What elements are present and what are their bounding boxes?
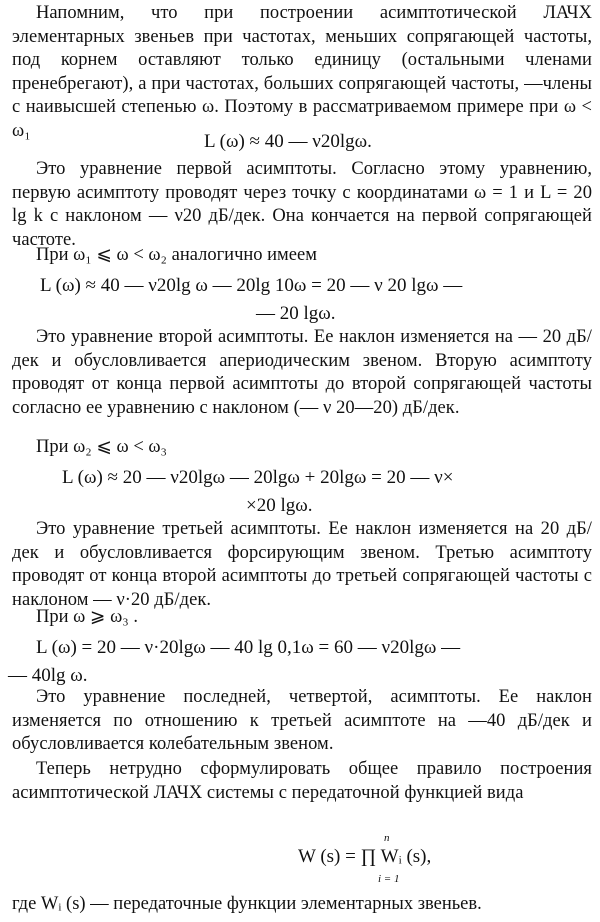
equation-third-asymptote-line2: ×20 lgω. [246, 495, 313, 516]
paragraph-fourth-asymptote: Это уравнение последней, четвертой, асимптоты. Ее наклон изменяется по отношению к третьей асимптоте на —40 дБ/дек и обусловливается колебательным звеном. [12, 687, 592, 754]
paragraph-third-asymptote: Это уравнение третьей асимптоты. Ее наклон изменяется на 20 дБ/дек и обусловливается форсирующим звеном. Третью асимптоту проводят от конца второй асимптоты до третьей сопрягающей частоты с наклоном — ν·20 дБ/дек. [12, 519, 592, 610]
equation-transfer-function [298, 832, 432, 896]
transfer-function-formula: W (s) = ∏ Wᵢ (s), [298, 846, 432, 867]
paragraph-second-asymptote: Это уравнение второй асимптоты. Ее наклон изменяется на — 20 дБ/дек и обусловливается апериодическим звеном. Вторую асимптоту проводят от конца первой асимптоты до второй сопрягающей частоты согласно ее уравнению с наклоном (— ν 20—20) дБ/дек. [12, 327, 592, 418]
paragraph-first-asymptote: Это уравнение первой асимптоты. Согласно этому уравнению, первую асимптоту проводят через точку с координатами ω = 1 и L = 20 lg k с наклоном — ν20 дБ/дек. Она кончается на первой сопрягающей частоте. [12, 159, 592, 250]
equation-fourth-asymptote-line1: L (ω) = 20 — ν·20lgω — 40 lg 0,1ω = 60 — ν20lgω — [36, 637, 461, 658]
paragraph-footer: где Wᵢ (s) — передаточные функции элементарных звеньев. [12, 894, 482, 914]
equation-second-asymptote-line1: L (ω) ≈ 40 — ν20lg ω — 20lg 10ω = 20 — ν 20 lgω — [40, 275, 463, 296]
paragraph-intro: Напомним, что при построении асимптотической ЛАЧХ элементарных звеньев при частотах, меньших сопрягающей частоты, под корнем оставляют только единицу (остальными членами пренебрегают), а при частотах, больших сопрягающей частоты, —члены с наивысшей степенью ω. Поэтому в рассматриваемом примере при ω < ω₁ [12, 3, 592, 141]
product-upper-limit: n [384, 832, 390, 844]
paragraph-general-rule: Теперь нетрудно сформулировать общее правило построения асимптотической ЛАЧХ системы с передаточной функцией вида [12, 759, 592, 803]
condition-omega1-omega2: При ω₁ ⩽ ω < ω₂ аналогично имеем [36, 245, 317, 265]
equation-first-asymptote: L (ω) ≈ 40 — ν20lgω. [204, 131, 372, 152]
equation-fourth-asymptote-line2: — 40lg ω. [8, 665, 88, 686]
equation-third-asymptote-line1: L (ω) ≈ 20 — ν20lgω — 20lgω + 20lgω = 20 — ν× [62, 467, 454, 488]
condition-omega-ge-omega3: При ω ⩾ ω₃ . [36, 607, 138, 627]
condition-omega2-omega3: При ω₂ ⩽ ω < ω₃ [36, 437, 167, 457]
product-lower-limit: i = 1 [378, 873, 400, 885]
equation-second-asymptote-line2: — 20 lgω. [256, 303, 336, 324]
